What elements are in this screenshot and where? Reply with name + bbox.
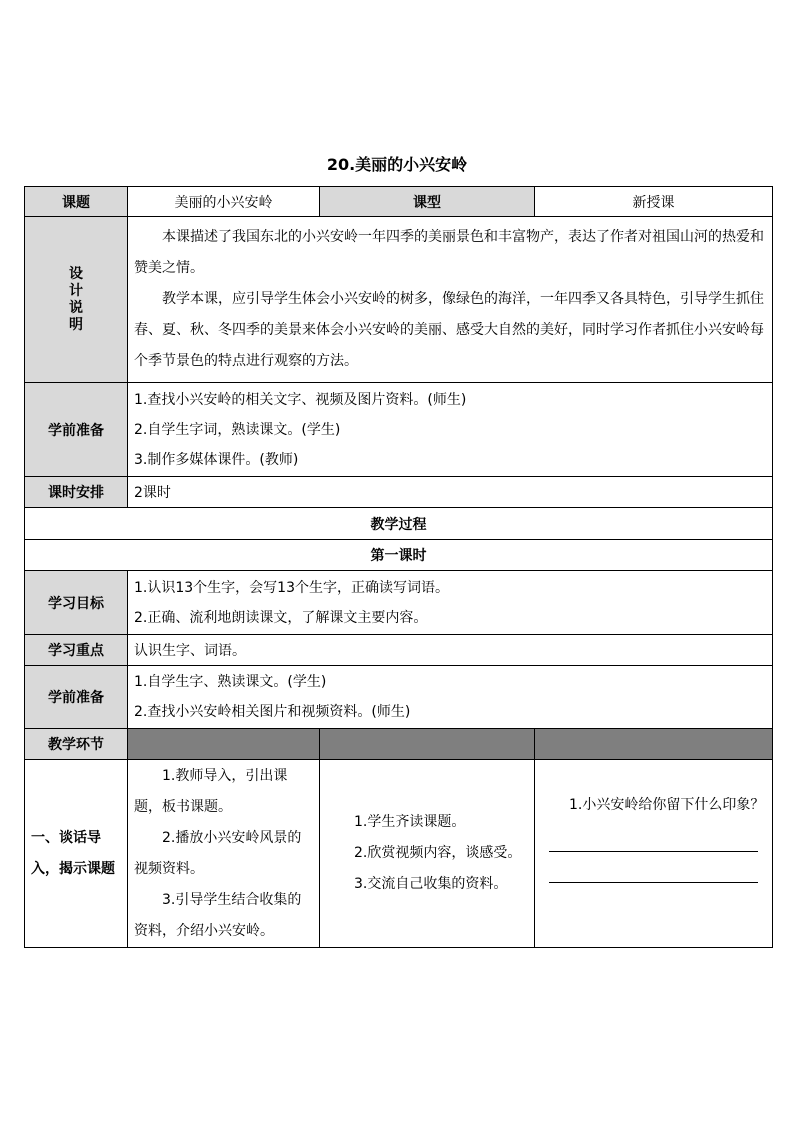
goal-item: 1.认识13个生字，会写13个生字，正确读写词语。: [134, 579, 449, 596]
focus-value: 认识生字、词语。: [128, 635, 773, 666]
answer-line[interactable]: [549, 821, 758, 852]
goals-row: [25, 571, 773, 635]
design-paragraph: 教学本课，应引导学生体会小兴安岭的树多，像绿色的海洋，一年四季又各具特色，引导学生抓住春、夏、秋、冬四季的美景来体会小兴安岭的美丽、感受大自然的美好，同时学习作者抓住小兴安岭每个季节景色的特点进行观察的方法。: [134, 291, 764, 369]
focus-row: [25, 635, 773, 666]
student-step: 1.学生齐读课题。: [354, 814, 466, 830]
design-label: [25, 217, 128, 383]
document-title: 20.美丽的小兴安岭: [326, 155, 468, 174]
student-step: 2.欣赏视频内容，谈感受。: [354, 845, 522, 861]
topic-label: 课题: [25, 187, 128, 217]
prep2-content: [128, 666, 773, 729]
stage-header-cell: [535, 729, 773, 760]
teacher-step: 3.引导学生结合收集的资料，介绍小兴安岭。: [134, 891, 302, 939]
prep-row: [25, 383, 773, 477]
design-paragraph: 本课描述了我国东北的小兴安岭一年四季的美丽景色和丰富物产，表达了作者对祖国山河的热爱和赞美之情。: [134, 229, 764, 276]
prep-item: 1.查找小兴安岭的相关文字、视频及图片资料。(师生): [134, 391, 467, 408]
prep2-item: 1.自学生字、熟读课文。(学生): [134, 674, 327, 690]
design-content: [128, 217, 773, 383]
type-label: 课型: [320, 187, 535, 217]
schedule-value: 2课时: [128, 477, 773, 508]
topic-value: 美丽的小兴安岭: [128, 187, 320, 217]
process-title-row: [25, 508, 773, 540]
stage-header-cell: [128, 729, 320, 760]
prep2-row: [25, 666, 773, 729]
stage-header-row: [25, 729, 773, 760]
schedule-row: [25, 477, 773, 508]
schedule-label: 课时安排: [25, 477, 128, 508]
prep-item: 3.制作多媒体课件。(教师): [134, 451, 299, 468]
first-lesson-row: [25, 540, 773, 571]
goals-content: [128, 571, 773, 635]
teacher-step: 2.播放小兴安岭风景的视频资料。: [134, 829, 302, 877]
prep2-label: 学前准备: [25, 666, 128, 729]
goal-item: 2.正确、流利地朗读课文，了解课文主要内容。: [134, 609, 428, 626]
design-row: [25, 217, 773, 383]
prep2-item: 2.查找小兴安岭相关图片和视频资料。(师生): [134, 704, 411, 720]
stage-header-cell: [320, 729, 535, 760]
teacher-step: 1.教师导入，引出课题，板书课题。: [134, 767, 288, 815]
stage-header-label: 教学环节: [25, 729, 128, 760]
stage1-question: 1.小兴安岭给你留下什么印象？: [569, 797, 765, 813]
lesson-plan-table: [24, 186, 773, 948]
prep-item: 2.自学生字词，熟读课文。(学生): [134, 421, 341, 438]
first-lesson-title: 第一课时: [25, 540, 773, 571]
design-label-text: 设计说明: [69, 265, 83, 333]
stage1-label: 一、谈话导入，揭示课题: [25, 760, 128, 948]
student-step: 3.交流自己收集的资料。: [354, 876, 508, 892]
stage1-question-cell: [535, 760, 773, 948]
answer-line[interactable]: [549, 852, 758, 883]
stage1-student: [320, 760, 535, 948]
stage1-teacher: [128, 760, 320, 948]
process-title: 教学过程: [25, 508, 773, 540]
goals-label: 学习目标: [25, 571, 128, 635]
header-row: [25, 187, 773, 217]
type-value: 新授课: [535, 187, 773, 217]
prep-content: [128, 383, 773, 477]
prep-label: 学前准备: [25, 383, 128, 477]
stage1-row: [25, 760, 773, 948]
focus-label: 学习重点: [25, 635, 128, 666]
